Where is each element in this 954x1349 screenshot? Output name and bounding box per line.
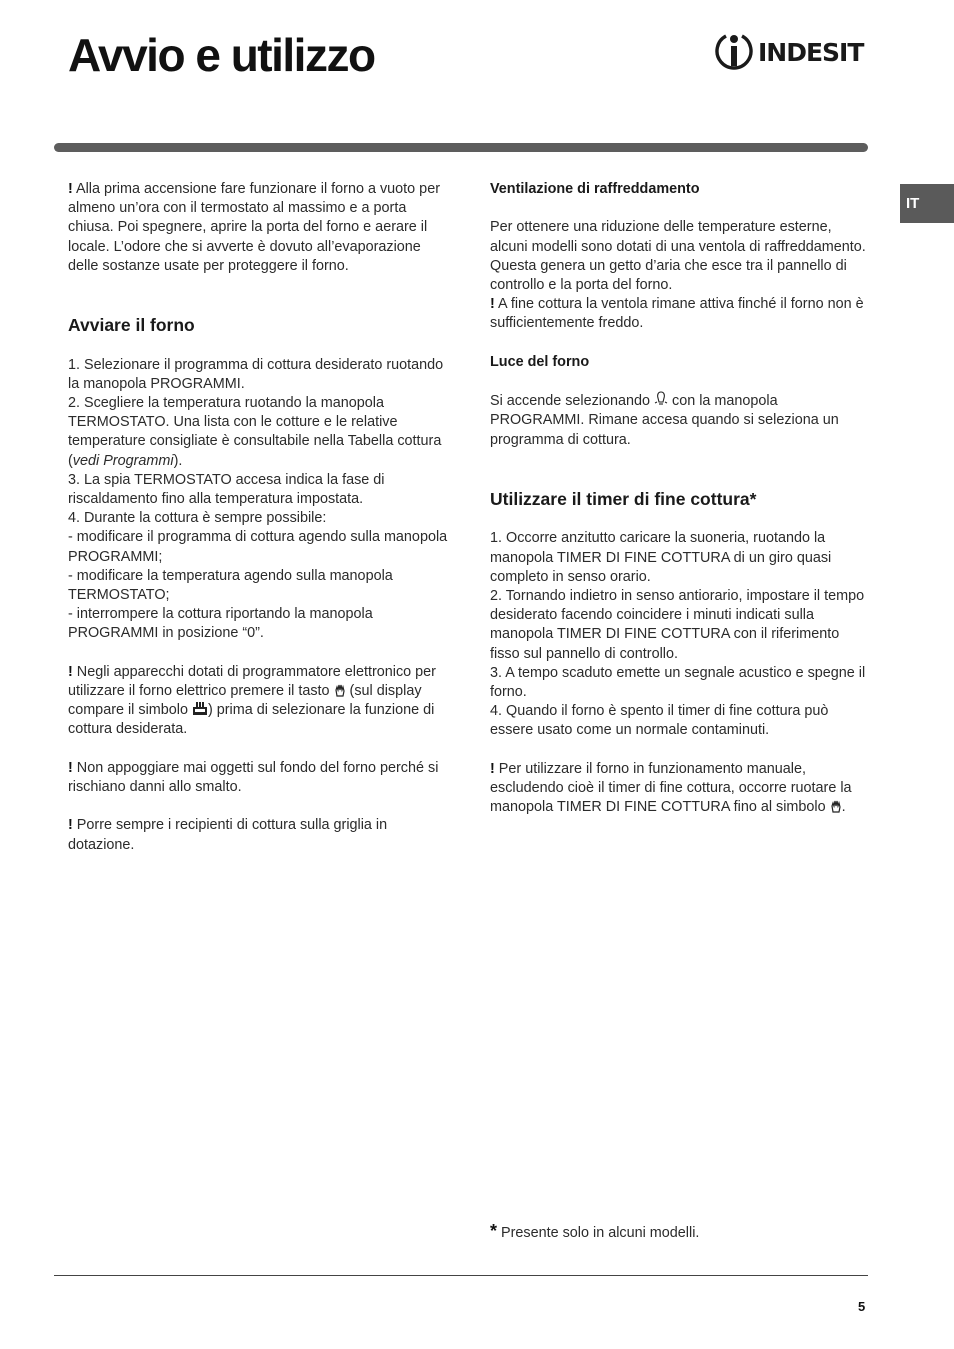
top-divider (54, 143, 868, 152)
warning-mark: ! (68, 181, 73, 197)
hand-icon (334, 683, 346, 697)
section-heading-timer: Utilizzare il timer di fine cottura* (490, 489, 757, 510)
left-column (68, 180, 448, 855)
timer-step-2: 2. Tornando indietro in senso antiorario, impostare il tempo desiderato facendo coincidere i minuti indicati sulla manopola TIMER DI FINE COTTURA con il riferimento fisso sul pannello di controllo. (490, 587, 865, 662)
section-heading-avviare: Avviare il forno (68, 315, 195, 336)
note-enamel: ! Non appoggiare mai oggetti sul fondo del forno perché si rischiano danni allo smalto. (68, 759, 439, 796)
option-3: - interrompere la cottura riportando la manopola PROGRAMMI in posizione “0”. (68, 606, 373, 642)
timer-step-3: 3. A tempo scaduto emette un segnale acustico e spegne il forno. (490, 664, 866, 700)
footnote: * Presente solo in alcuni modelli. (490, 1221, 700, 1241)
indesit-logo-icon (714, 30, 754, 74)
step-4: 4. Durante la cottura è sempre possibile: (68, 510, 327, 527)
step-2: 2. Scegliere la temperatura ruotando la manopola TERMOSTATO. Una lista con le cotture e le relative temperature consigliate è consultabile nella Tabella cottura (vedi Programmi). (68, 394, 442, 469)
footnote-mark: * (490, 1221, 498, 1241)
timer-step-4: 4. Quando il forno è spento il timer di fine cottura può essere usato come un normale contaminuti. (490, 703, 829, 739)
bottom-divider (54, 1275, 868, 1276)
cross-reference: vedi Programmi (72, 452, 174, 469)
timer-step-1: 1. Occorre anzitutto caricare la suoneria, ruotando la manopola TIMER DI FINE COTTURA di un giro quasi completo in senso orario. (490, 530, 832, 585)
page-title: Avvio e utilizzo (68, 29, 375, 81)
section-heading-ventilazione: Ventilazione di raffreddamento (490, 181, 700, 197)
step-3: 3. La spia TERMOSTATO accesa indica la fase di riscaldamento fino alla temperatura impostata. (68, 471, 385, 507)
light-text: Si accende selezionando con la manopola PROGRAMMI. Rimane accesa quando si seleziona un programma di cottura. (490, 393, 839, 448)
ventilation-note: ! A fine cottura la ventola rimane attiva finché il forno non è sufficientemente freddo. (490, 296, 864, 332)
page-number: 5 (858, 1299, 866, 1314)
section-heading-luce: Luce del forno (490, 353, 590, 370)
ventilation-text: Per ottenere una riduzione delle temperature esterne, alcuni modelli sono dotati di una ventola di raffreddamento. Questa genera un getto d’aria che esce tra il pannello di controllo e la porta del forno. (490, 219, 866, 293)
hand-icon (830, 799, 842, 813)
lamp-icon (654, 391, 668, 407)
language-tab: IT (900, 184, 954, 223)
manual-note: ! Per utilizzare il forno in funzionamento manuale, escludendo cioè il timer di fine cottura, occorre ruotare la manopola TIMER DI FINE COTTURA fino al simbolo . (490, 760, 852, 816)
brand-logo (714, 30, 869, 74)
intro-note: ! Alla prima accensione fare funzionare il forno a vuoto per almeno un’ora con il termostato al massimo e a porta chiusa. Poi spegnere, aprire la porta del forno e aerare il locale. L’odore che si avverte è dovuto all’evaporazione delle sostanze usate per proteggere il forno. (68, 181, 440, 274)
display-oven-icon (192, 701, 208, 716)
option-1: - modificare il programma di cottura agendo sulla manopola PROGRAMMI; (68, 529, 448, 565)
option-2: - modificare la temperatura agendo sulla manopola TERMOSTATO; (68, 567, 393, 604)
note-electronic-programmer: ! Negli apparecchi dotati di programmatore elettronico per utilizzare il forno elettrico premere il tasto (sul display compare il simbolo ) prima di selezionare la funzione di cottura desiderata. (68, 663, 436, 738)
right-column (490, 180, 870, 817)
brand-name: INDESIT (758, 37, 864, 67)
note-grid: ! Porre sempre i recipienti di cottura sulla griglia in dotazione. (68, 817, 388, 853)
step-1: 1. Selezionare il programma di cottura desiderato ruotando la manopola PROGRAMMI. (68, 356, 444, 392)
